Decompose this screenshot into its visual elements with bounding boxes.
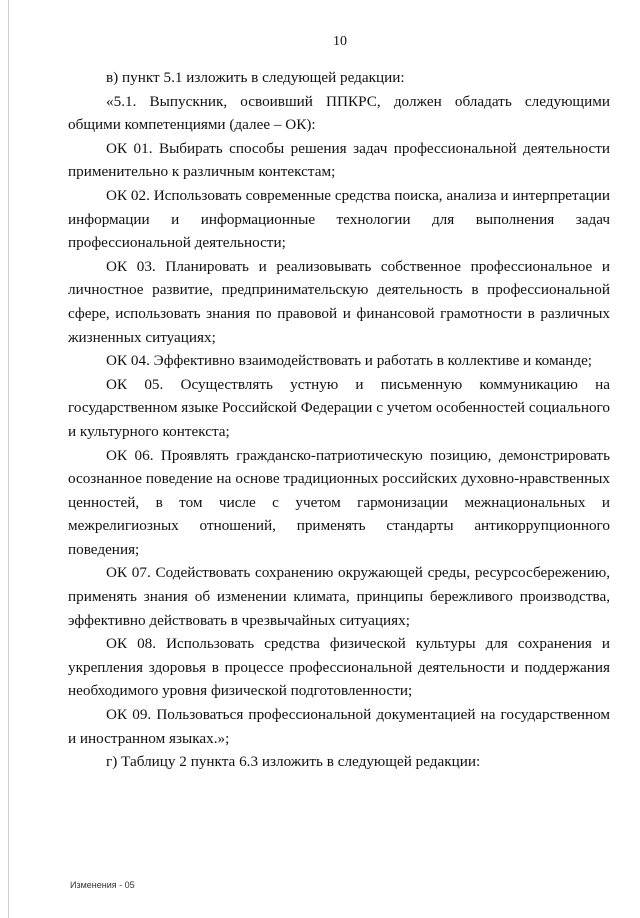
document-body (68, 66, 610, 774)
paragraph-table-2-intro: г) Таблицу 2 пункта 6.3 изложить в следующей редакции: (106, 753, 481, 771)
paragraph-ok-07: ОК 07. Содействовать сохранению окружающей среды, ресурсосбережению, применять знания об изменении климата, принципы бережливого производства, эффективно действовать в чрезвычайных ситуациях; (68, 564, 610, 629)
paragraph-ok-09: ОК 09. Пользоваться профессиональной документацией на государственном и иностранном языках.»; (68, 706, 610, 747)
paragraph-ok-01: ОК 01. Выбирать способы решения задач профессиональной деятельности применительно к различным контекстам; (68, 139, 610, 181)
footer-note: Изменения - 05 (70, 880, 135, 890)
paragraph-ok-02: ОК 02. Использовать современные средства поиска, анализа и интерпретации информации и информационные технологии для выполнения задач профессиональной деятельности; (68, 186, 610, 252)
paragraph-5-1: «5.1. Выпускник, освоивший ППКРС, должен обладать следующими общими компетенциями (далее – ОК): (68, 92, 610, 134)
paragraph-intro-5-1: в) пункт 5.1 изложить в следующей редакции: (106, 69, 405, 86)
paragraph-ok-08: ОК 08. Использовать средства физической культуры для сохранения и укрепления здоровья в процессе профессиональной деятельности и поддержания необходимого уровня физической подготовленности; (68, 635, 610, 700)
paragraph-ok-04: ОК 04. Эффективно взаимодействовать и работать в коллективе и команде; (106, 352, 593, 370)
paragraph-ok-03: ОК 03. Планировать и реализовывать собственное профессиональное и личностное развитие, предпринимательскую деятельность в профессиональной сфере, использовать знания по правовой и финансовой грамотности в различных жизненных ситуациях; (68, 257, 610, 346)
scan-edge (8, 0, 9, 918)
paragraph-ok-06: ОК 06. Проявлять гражданско-патриотическую позицию, демонстрировать осознанное поведение на основе традиционных российских духовно-нравственных ценностей, в том числе с учетом гармонизации межнациональных и межрелигиозных отношений, применять стандарты антикоррупционного поведения; (68, 446, 610, 558)
paragraph-ok-05: ОК 05. Осуществлять устную и письменную коммуникацию на государственном языке Российской Федерации с учетом особенностей социального и культурного контекста; (68, 375, 610, 440)
page-number: 10 (333, 34, 347, 49)
